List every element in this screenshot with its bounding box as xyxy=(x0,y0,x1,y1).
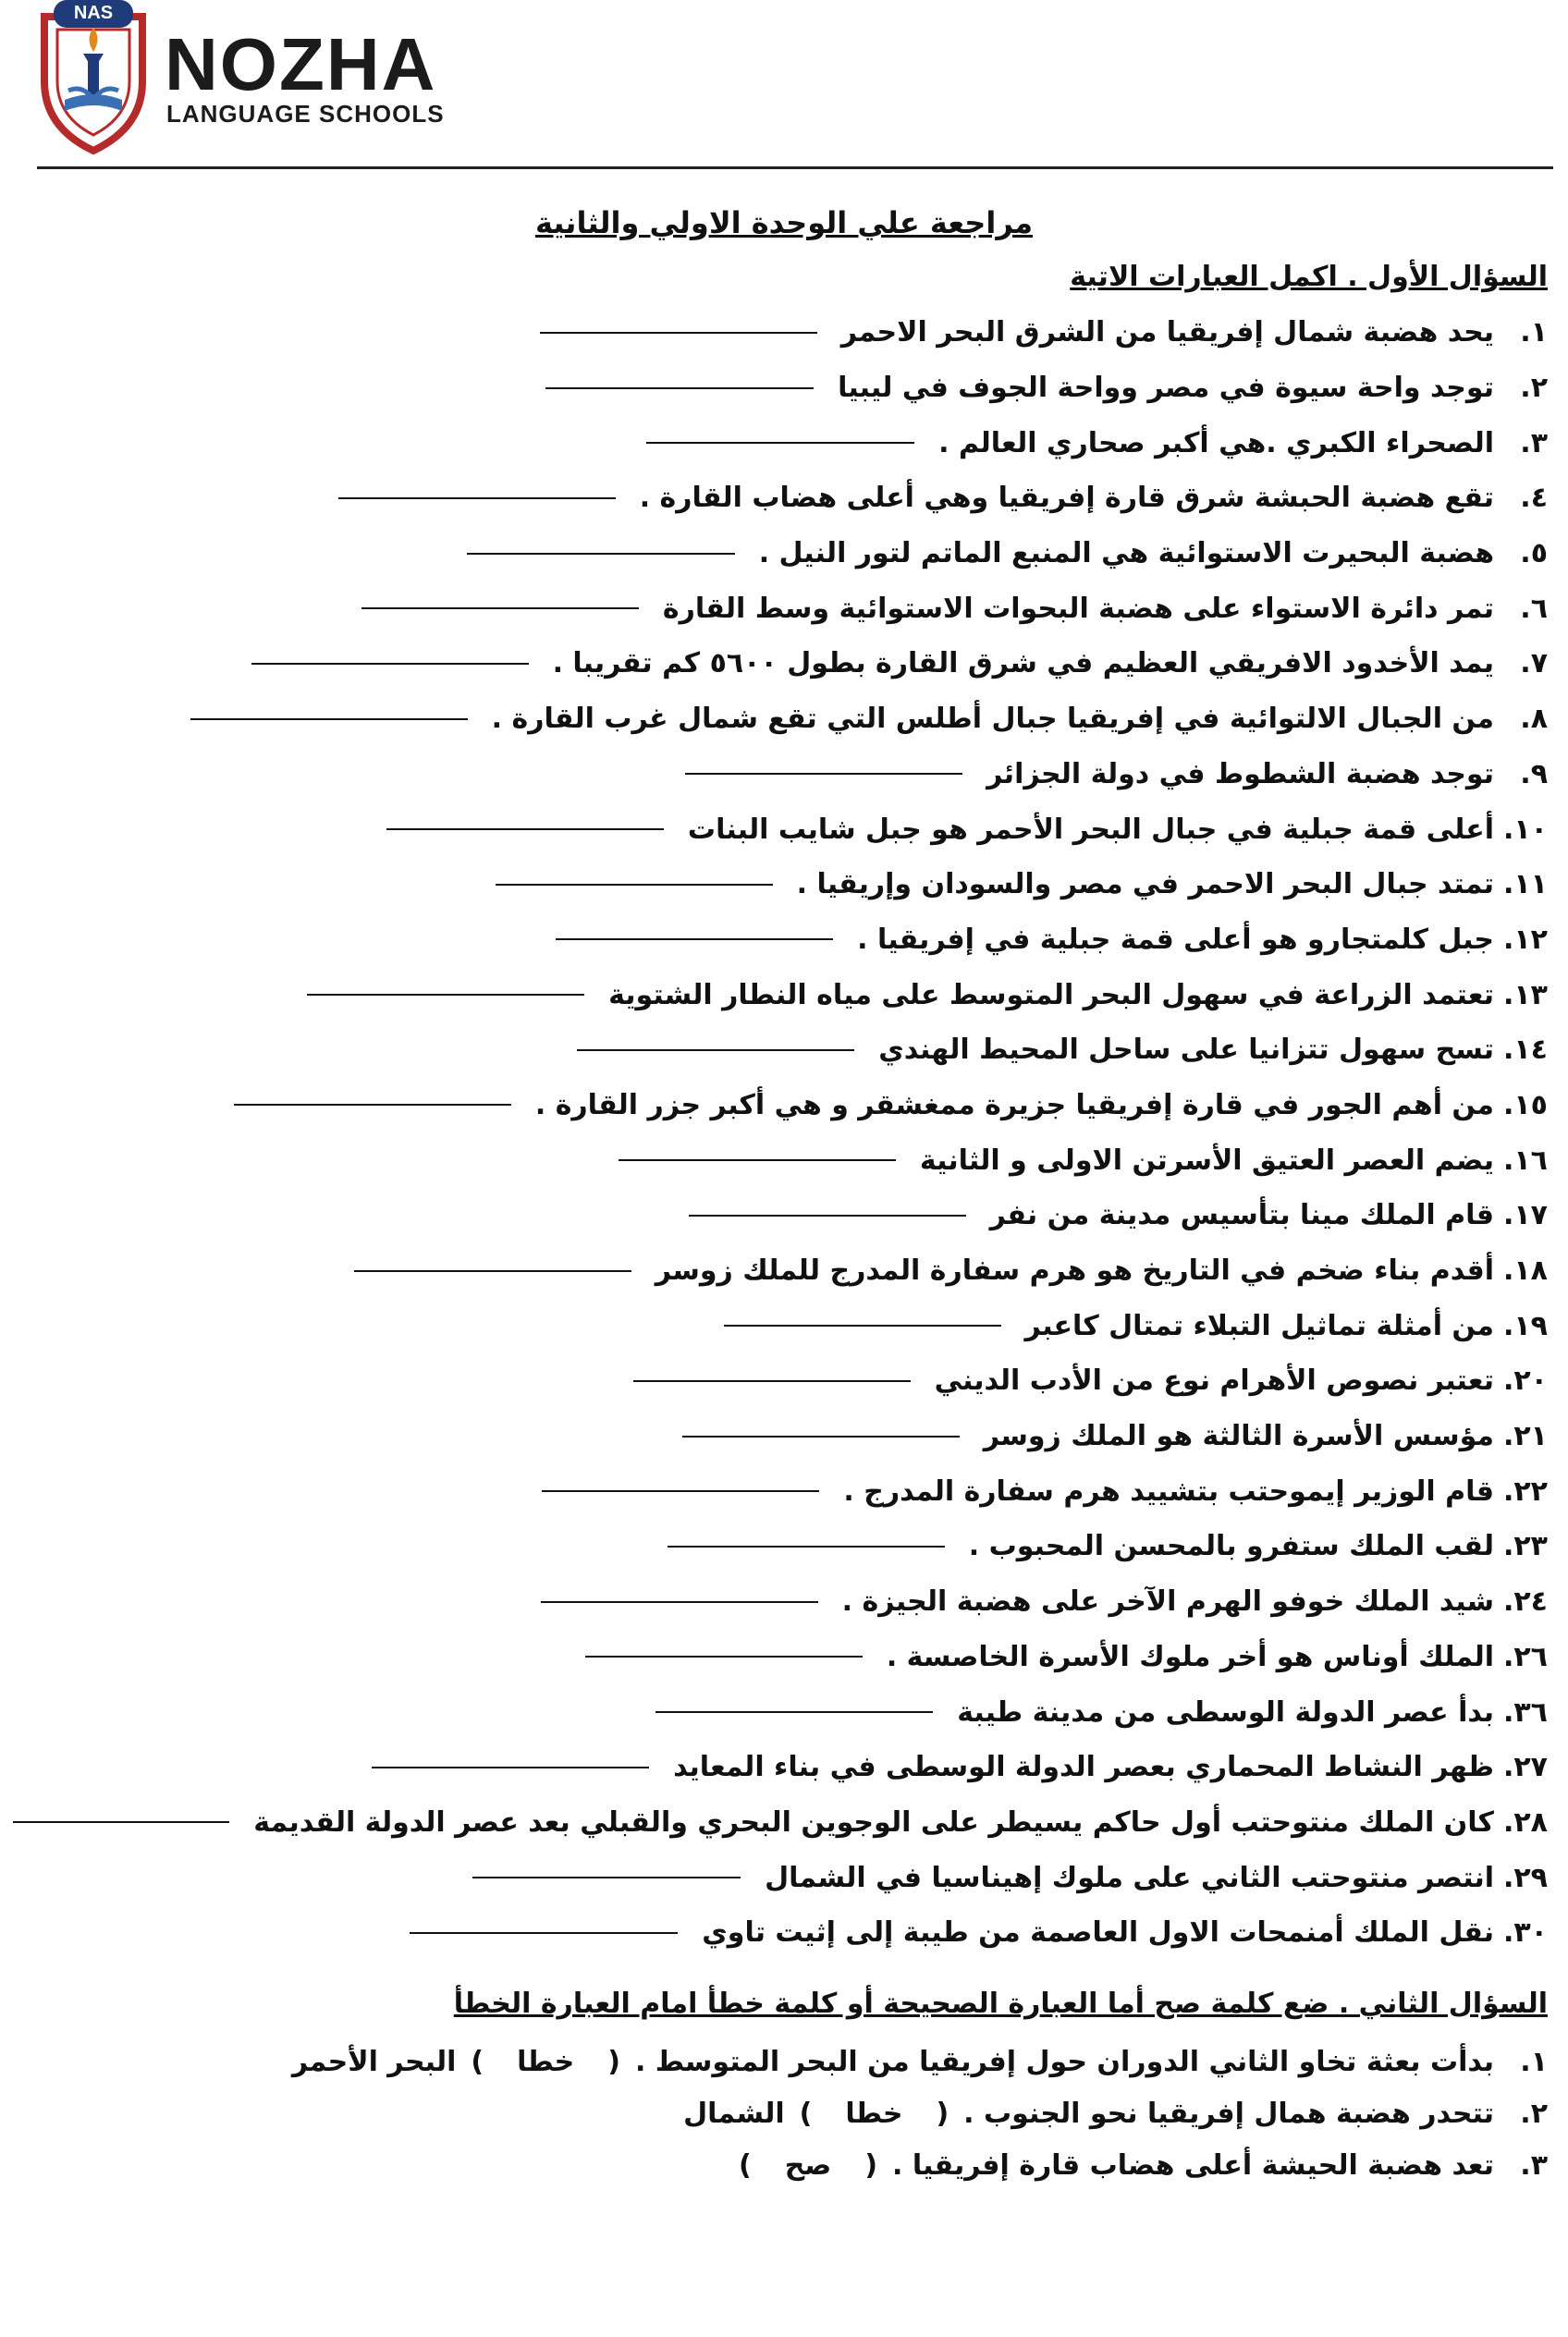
item-statement: تتحدر هضبة همال إفريقيا نحو الجنوب . xyxy=(963,2097,1494,2130)
item-statement: من أهم الجور في قارة إفريقيا جزيرة ممغشقر و هي أكبر جزر القارة . xyxy=(534,1088,1494,1121)
school-logo-shield-icon xyxy=(37,7,150,155)
answer-blank-line xyxy=(372,1767,649,1768)
item-statement: الملك أوناس هو أخر ملوك الأسرة الخاصسة . xyxy=(886,1640,1494,1673)
answer-blank-line xyxy=(540,332,817,334)
item-statement: تقع هضبة الحبشة شرق قارة إفريقيا وهي أعلى هضاب القارة . xyxy=(639,482,1494,515)
fill-blank-item xyxy=(13,1463,1548,1519)
item-statement: يضم العصر العتيق الأسرتن الاولى و الثانية xyxy=(919,1144,1494,1177)
item-number: ٧. xyxy=(1520,647,1548,680)
item-number: ١٤. xyxy=(1502,1034,1548,1067)
fill-blank-item xyxy=(13,1905,1548,1961)
item-number: ٣. xyxy=(1520,426,1548,459)
item-number: ٣٦. xyxy=(1502,1695,1548,1729)
fill-blank-item xyxy=(13,1022,1548,1078)
item-statement: تمتد جبال البحر الاحمر في مصر والسودان وإريقيا . xyxy=(796,868,1494,901)
item-number: ٨. xyxy=(1520,703,1548,736)
answer-blank-line xyxy=(410,1932,678,1934)
fill-blank-item xyxy=(13,801,1548,857)
answer-blank-line xyxy=(577,1049,854,1051)
answer-blank-line xyxy=(689,1215,966,1217)
answer-blank-line xyxy=(190,718,468,720)
answer-blank-line xyxy=(585,1656,863,1658)
fill-blank-item xyxy=(13,1684,1548,1740)
correction-text: البحر الأحمر xyxy=(291,2045,457,2078)
item-number: ٦. xyxy=(1520,592,1548,625)
answer-parentheses: (صح) xyxy=(738,2148,878,2182)
item-statement: يحد هضبة شمال إفريقيا من الشرق البحر الاحمر xyxy=(840,316,1494,349)
answer-blank-line xyxy=(307,994,584,996)
answer-blank-line xyxy=(338,497,616,499)
fill-blank-item xyxy=(13,1132,1548,1188)
answer-blank-line xyxy=(655,1711,933,1713)
answer-parentheses: (خطا) xyxy=(471,2045,620,2078)
fill-blank-item xyxy=(13,526,1548,581)
answer-blank-line xyxy=(556,938,833,940)
item-statement: كان الملك منتوحتب أول حاكم يسيطر على الوجوين البحري والقبلي بعد عصر الدولة القديمة xyxy=(253,1805,1494,1839)
item-number: ٢٣. xyxy=(1502,1530,1548,1563)
fill-blank-item xyxy=(13,1850,1548,1905)
item-statement: يمد الأخدود الافريقي العظيم في شرق القارة بطول ٥٦٠٠ كم تقريبا . xyxy=(552,647,1494,680)
item-statement: أعلى قمة جبلية في جبال البحر الأحمر هو جبل شايب البنات xyxy=(687,813,1494,846)
fill-blank-item xyxy=(13,1795,1548,1851)
item-statement: بدأ عصر الدولة الوسطى من مدينة طيبة xyxy=(957,1695,1494,1729)
item-number: ١١. xyxy=(1502,868,1548,901)
answer-blank-line xyxy=(545,387,814,389)
item-number: ٥. xyxy=(1520,537,1548,570)
true-false-item xyxy=(13,2087,1548,2139)
fill-blank-item xyxy=(13,415,1548,471)
item-number: ٤. xyxy=(1520,482,1548,515)
fill-blank-item xyxy=(13,1188,1548,1243)
fill-blank-item xyxy=(13,305,1548,361)
item-statement: انتصر منتوحتب الثاني على ملوك إهيناسيا في الشمال xyxy=(765,1861,1494,1894)
item-number: ١٩. xyxy=(1502,1309,1548,1342)
item-statement: أقدم بناء ضخم في التاريخ هو هرم سفارة المدرج للملك زوسر xyxy=(655,1254,1494,1288)
answer-mark: خطا xyxy=(845,2097,903,2130)
item-number: ١. xyxy=(1520,2045,1548,2078)
fill-blank-item xyxy=(13,1630,1548,1685)
fill-blank-item xyxy=(13,691,1548,747)
item-number: ٢٧. xyxy=(1502,1751,1548,1784)
answer-blank-line xyxy=(633,1380,911,1382)
fill-blank-item xyxy=(13,1243,1548,1299)
item-number: ٢. xyxy=(1520,2097,1548,2130)
answer-blank-line xyxy=(685,773,962,775)
header xyxy=(0,0,1568,176)
header-divider xyxy=(37,166,1553,169)
answer-blank-line xyxy=(542,1490,819,1492)
answer-blank-line xyxy=(668,1546,945,1548)
question-1-heading: السؤال الأول . اكمل العبارات الاتية xyxy=(1070,261,1548,293)
logo-badge-text: NAS xyxy=(73,3,114,23)
item-statement: تعد هضبة الحيشة أعلى هضاب قارة إفريقيا . xyxy=(892,2148,1494,2182)
item-statement: جبل كلمتجارو هو أعلى قمة جبلية في إفريقيا . xyxy=(857,923,1494,956)
item-number: ٢٤. xyxy=(1502,1585,1548,1619)
fill-blank-item xyxy=(13,912,1548,968)
item-number: ٢٠. xyxy=(1502,1364,1548,1398)
item-number: ١٦. xyxy=(1502,1144,1548,1177)
item-number: ١٢. xyxy=(1502,923,1548,956)
question-1-list xyxy=(13,305,1548,1961)
item-statement: الصحراء الكبري .هي أكبر صحاري العالم . xyxy=(938,426,1494,459)
page-title: مراجعة علي الوحدة الاولي والثانية xyxy=(534,205,1034,240)
answer-blank-line xyxy=(682,1436,960,1438)
item-number: ٢٦. xyxy=(1502,1640,1548,1673)
item-number: ١٥. xyxy=(1502,1088,1548,1121)
item-statement: من أمثلة تماثيل التبلاء تمتال كاعبر xyxy=(1024,1309,1494,1342)
answer-blank-line xyxy=(13,1821,229,1823)
item-number: ١٧. xyxy=(1502,1199,1548,1232)
item-statement: تسح سهول تتزانيا على ساحل المحيط الهندي xyxy=(878,1034,1494,1067)
fill-blank-item xyxy=(13,1740,1548,1795)
item-statement: قام الوزير إيموحتب بتشييد هرم سفارة المدرج . xyxy=(843,1474,1494,1508)
correction-text: الشمال xyxy=(683,2097,785,2130)
fill-blank-item xyxy=(13,361,1548,416)
fill-blank-item xyxy=(13,1298,1548,1353)
fill-blank-item xyxy=(13,1519,1548,1574)
item-statement: من الجبال الالتوائية في إفريقيا جبال أطلس التي تقع شمال غرب القارة . xyxy=(491,703,1494,736)
answer-mark: صح xyxy=(784,2148,832,2182)
item-statement: مؤسس الأسرة الثالثة هو الملك زوسر xyxy=(983,1420,1494,1453)
fill-blank-item xyxy=(13,1078,1548,1133)
fill-blank-item xyxy=(13,747,1548,802)
fill-blank-item xyxy=(13,1353,1548,1409)
fill-blank-item xyxy=(13,1409,1548,1464)
item-statement: بدأت بعثة تخاو الثاني الدوران حول إفريقيا من البحر المتوسط . xyxy=(634,2045,1494,2078)
item-statement: هضبة البحيرت الاستوائية هي المنبع الماتم لتور النيل . xyxy=(758,537,1494,570)
item-number: ٢. xyxy=(1520,372,1548,405)
item-number: ٣. xyxy=(1520,2148,1548,2182)
answer-blank-line xyxy=(496,884,773,886)
item-number: ١٠. xyxy=(1502,813,1548,846)
question-2-heading: السؤال الثاني . ضع كلمة صح أما العبارة الصحيحة أو كلمة خطأ امام العبارة الخطأ xyxy=(453,1988,1548,2020)
item-number: ٢٨. xyxy=(1502,1805,1548,1839)
item-statement: لقب الملك ستفرو بالمحسن المحبوب . xyxy=(968,1530,1494,1563)
item-statement: تعتبر نصوص الأهرام نوع من الأدب الديني xyxy=(934,1364,1494,1398)
answer-blank-line xyxy=(646,442,914,444)
item-number: ١٨. xyxy=(1502,1254,1548,1288)
item-number: ٢٢. xyxy=(1502,1474,1548,1508)
answer-blank-line xyxy=(724,1325,1001,1327)
answer-blank-line xyxy=(361,607,639,609)
answer-blank-line xyxy=(541,1601,818,1603)
item-statement: نقل الملك أمنمحات الاول العاصمة من طيبة إلى إثيت تاوي xyxy=(702,1916,1494,1950)
answer-blank-line xyxy=(234,1104,511,1106)
answer-blank-line xyxy=(472,1877,741,1878)
item-number: ١. xyxy=(1520,316,1548,349)
fill-blank-item xyxy=(13,471,1548,526)
question-2-list xyxy=(13,2036,1548,2191)
fill-blank-item xyxy=(13,636,1548,691)
true-false-item xyxy=(13,2036,1548,2087)
item-number: ٢١. xyxy=(1502,1420,1548,1453)
answer-blank-line xyxy=(251,663,529,665)
item-statement: ظهر النشاط المحماري بعصر الدولة الوسطى في بناء المعايد xyxy=(673,1751,1494,1784)
answer-blank-line xyxy=(467,553,735,555)
answer-blank-line xyxy=(354,1270,631,1272)
item-number: ٣٠. xyxy=(1502,1916,1548,1950)
item-statement: تعتمد الزراعة في سهول البحر المتوسط على مياه النطار الشتوية xyxy=(608,978,1494,1011)
item-statement: شيد الملك خوفو الهرم الآخر على هضبة الجيزة . xyxy=(841,1585,1494,1619)
answer-parentheses: (خطا) xyxy=(799,2097,949,2130)
brand-subtitle: LANGUAGE SCHOOLS xyxy=(166,100,445,128)
answer-blank-line xyxy=(386,828,664,830)
fill-blank-item xyxy=(13,1574,1548,1630)
item-number: ١٣. xyxy=(1502,978,1548,1011)
answer-blank-line xyxy=(619,1159,896,1161)
item-number: ٩. xyxy=(1520,757,1548,790)
brand-name: NOZHA xyxy=(165,23,437,105)
item-statement: قام الملك مينا بتأسيس مدينة من نفر xyxy=(989,1199,1494,1232)
item-statement: تمر دائرة الاستواء على هضبة البحوات الاستوائية وسط القارة xyxy=(662,592,1494,625)
answer-mark: خطا xyxy=(517,2045,575,2078)
fill-blank-item xyxy=(13,857,1548,912)
fill-blank-item xyxy=(13,967,1548,1022)
fill-blank-item xyxy=(13,581,1548,636)
item-statement: توجد هضبة الشطوط في دولة الجزائر xyxy=(986,757,1494,790)
item-number: ٢٩. xyxy=(1502,1861,1548,1894)
true-false-item xyxy=(13,2139,1548,2191)
item-statement: توجد واحة سيوة في مصر وواحة الجوف في ليبيا xyxy=(838,372,1494,405)
